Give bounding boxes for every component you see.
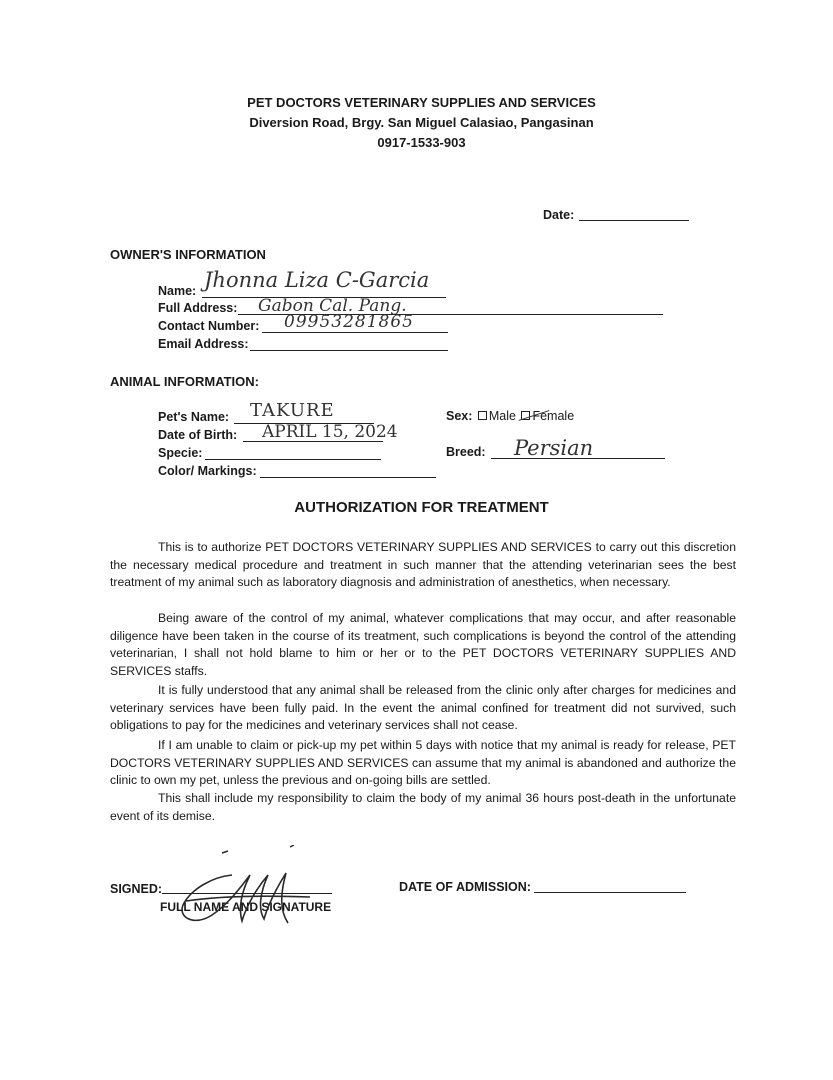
company-name: PET DOCTORS VETERINARY SUPPLIES AND SERVICES (247, 95, 596, 110)
female-option-label: Female (532, 409, 574, 423)
specie-field[interactable] (205, 459, 381, 460)
company-phone: 0917-1533-903 (377, 135, 466, 150)
admission-date-field[interactable] (534, 892, 686, 893)
owner-name-value: Jhonna Liza C-Garcia (204, 268, 430, 292)
signature-caption: FULL NAME AND SIGNATURE (160, 900, 332, 914)
handwritten-signature (172, 845, 312, 930)
breed-value: Persian (514, 436, 594, 460)
paragraph-demise: This shall include my responsibility to claim the body of my animal 36 hours post-death in the unfortunate event of its demise. (110, 791, 736, 823)
owner-address-label: Full Address: (158, 301, 238, 315)
owner-contact-value: 09953281865 (284, 312, 414, 332)
company-address: Diversion Road, Brgy. San Miguel Calasiao, Pangasinan (249, 115, 594, 130)
male-option-label: Male (488, 409, 516, 423)
paragraph-release: It is fully understood that any animal shall be released from the clinic only after charges for medicines and veterinary services have been fully paid. In the event the animal confined for treatment did not survived, such obligations to pay for the medicines and veterinary services shall not cease. (110, 683, 736, 733)
specie-label: Specie: (158, 446, 203, 460)
sex-label: Sex: (446, 409, 473, 423)
animal-section-title: ANIMAL INFORMATION: (110, 374, 259, 389)
paragraph-abandoned: If I am unable to claim or pick-up my pet within 5 days with notice that my animal is ready for release, PET DOCTORS VETERINARY SUPPLIES AND SERVICES can assume that my animal is abandoned and authorize the clinic to own my pet, unless the previous and on-going bills are settled. (110, 738, 736, 788)
dob-label: Date of Birth: (158, 428, 238, 442)
date-label: Date: (543, 208, 575, 222)
owner-section-title: OWNER'S INFORMATION (110, 247, 266, 262)
signed-label: SIGNED: (110, 882, 163, 896)
owner-email-label: Email Address: (158, 337, 249, 351)
owner-name-label: Name: (158, 284, 197, 298)
owner-contact-field[interactable] (262, 332, 448, 333)
breed-label: Breed: (446, 445, 486, 459)
paragraph-complications: Being aware of the control of my animal, whatever complications that may occur, and after reasonable diligence have been taken in the course of its treatment, such complications is beyond the control of the attending veterinarian, I shall not hold blame to him or her or to the PET DOCTORS VETERINARY SUPPLIES AND SERVICES staffs. (110, 611, 736, 679)
admission-label: DATE OF ADMISSION: (399, 880, 531, 894)
sex-row (446, 409, 574, 423)
dob-value: APRIL 15, 2024 (262, 422, 398, 442)
pet-name-value: TAKURE (250, 400, 335, 421)
authorization-title: AUTHORIZATION FOR TREATMENT (294, 499, 549, 516)
date-field[interactable] (579, 220, 689, 221)
owner-address-value: Gabon Cal. Pang. (258, 296, 407, 316)
owner-email-field[interactable] (250, 350, 448, 351)
color-label: Color/ Markings: (158, 464, 257, 478)
male-checkbox[interactable] (478, 411, 487, 420)
paragraph-authorize: This is to authorize PET DOCTORS VETERINARY SUPPLIES AND SERVICES to carry out this discretion the necessary medical procedure and treatment in such manner that the attending veterinarian sees the best treatment of my animal such as laboratory diagnosis and administration of anesthetics, when necessary. (110, 540, 736, 590)
pet-name-label: Pet's Name: (158, 410, 230, 424)
owner-contact-label: Contact Number: (158, 319, 260, 333)
color-field[interactable] (260, 477, 436, 478)
